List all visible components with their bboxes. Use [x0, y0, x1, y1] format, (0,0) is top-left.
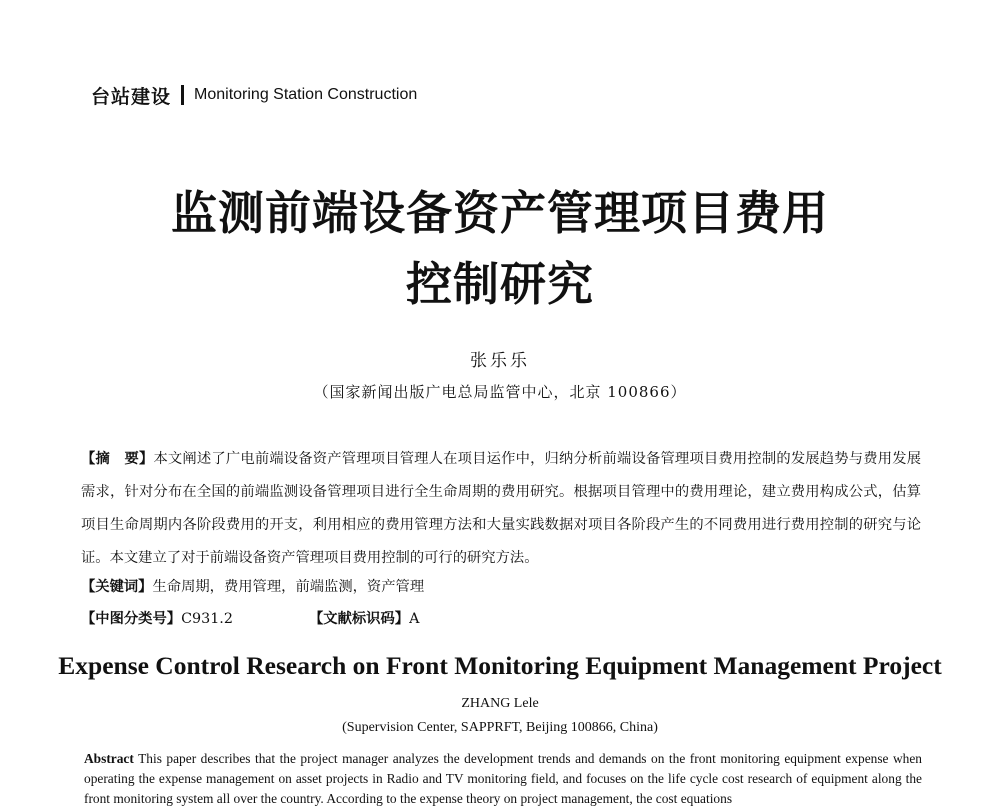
section-header	[91, 82, 417, 108]
classification-row	[81, 606, 921, 632]
affiliation-en: (Supervision Center, SAPPRFT, Beijing 100866, China)	[342, 720, 658, 735]
doc-code-label: 【文献标识码】	[309, 611, 410, 627]
abstract-cn-text: 本文阐述了广电前端设备资产管理项目管理人在项目运作中，归纳分析前端设备管理项目费用控制的发展趋势与费用发展需求，针对分布在全国的前端监测设备管理项目进行全生命周期的费用研究。根据项目管理中的费用理论，建立费用构成公式，估算项目生命周期内各阶段费用的开支，利用相应的费用管理方法和大量实践数据对项目各阶段产生的不同费用进行费用控制的研究与论证。本文建立了对于前端设备资产管理项目费用控制的可行的研究方法。	[81, 451, 922, 566]
keywords-cn-label: 【关键词】	[81, 579, 153, 595]
doc-code-value: A	[409, 611, 420, 627]
clc-label: 【中图分类号】	[81, 611, 182, 627]
abstract-en-label: Abstract	[84, 751, 134, 766]
paper-title-cn-line1: 监测前端设备资产管理项目费用	[171, 186, 829, 240]
abstract-cn	[81, 443, 921, 575]
keywords-cn-text: 生命周期，费用管理，前端监测，资产管理	[152, 579, 425, 595]
abstract-cn-label: 【摘 要】	[81, 451, 154, 467]
abstract-en-text: This paper describes that the project manager analyzes the development trends and demands on the front monitoring equipment expense when operating the expense management on asset projects in Radio and TV monitoring field, and focuses on the life cycle cost research of equipment along the front monitoring system all over the country. According to the expense theory on project management, the cost equations	[84, 751, 922, 806]
author-cn: 张乐乐	[470, 351, 530, 371]
document-code	[309, 606, 419, 632]
author-en: ZHANG Lele	[461, 696, 539, 711]
paper-title-cn-line2: 控制研究	[406, 257, 594, 311]
keywords-cn	[81, 574, 921, 600]
abstract-en	[84, 749, 922, 809]
section-title-cn: 台站建设	[91, 85, 172, 108]
section-title-en: Monitoring Station Construction	[194, 86, 418, 103]
affiliation-cn: （国家新闻出版广电总局监管中心，北京 100866）	[313, 383, 687, 401]
section-divider	[181, 85, 184, 105]
clc-value: C931.2	[181, 611, 233, 627]
paper-title-en: Expense Control Research on Front Monitoring Equipment Management Project	[58, 651, 942, 680]
